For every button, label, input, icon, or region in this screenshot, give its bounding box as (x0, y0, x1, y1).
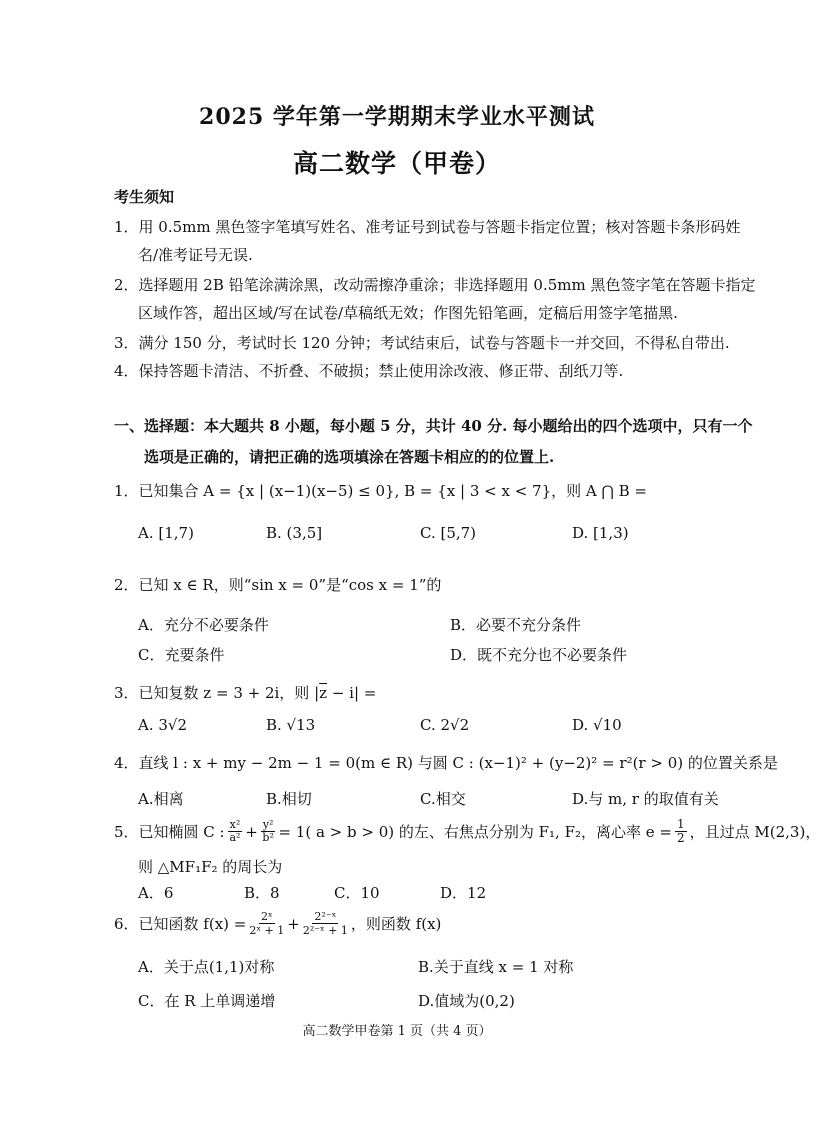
question-5-fraction-half (675, 818, 687, 845)
section-1-heading-line2: 选项是正确的，请把正确的选项填涂在答题卡相应的的位置上. (144, 448, 555, 466)
question-2-option-c: C．充要条件 (138, 646, 225, 664)
question-3-conjugate-z: $\overline{z}$ (319, 684, 328, 702)
question-5-option-b: B．8 (244, 884, 280, 902)
question-2-stem: 2．已知 x ∈ R，则“sin x = 0”是“cos x = 1”的 (114, 576, 442, 594)
question-6-stem-suffix: ，则函数 f(x) (350, 915, 442, 933)
question-5-fraction-y (261, 819, 276, 844)
question-6-plus: + (287, 914, 300, 933)
notice-item-4: 4．保持答题卡清洁、不折叠、不破损；禁止使用涂改液、修正带、刮纸刀等. (114, 362, 624, 380)
question-5-option-d: D．12 (440, 884, 487, 902)
question-1-stem: 1．已知集合 A = {x | (x−1)(x−5) ≤ 0}, B = {x | 3 < x < 7}，则 A ⋂ B = (114, 482, 647, 500)
question-6-option-d: D.值域为(0,2) (418, 992, 515, 1010)
question-3-option-d: D. √10 (572, 716, 622, 734)
question-5-option-c: C．10 (334, 884, 380, 902)
question-3-option-b: B. √13 (266, 716, 316, 734)
exam-title: 2025 学年第一学期期末学业水平测试 (199, 104, 595, 130)
notice-item-2-line1: 2．选择题用 2B 铅笔涂满涂黑，改动需擦净重涂；非选择题用 0.5mm 黑色签字笔在答题卡指定 (114, 276, 756, 294)
question-4-option-b: B.相切 (266, 790, 312, 808)
question-6-fraction-1-den: 2ˣ + 1 (249, 924, 285, 937)
question-6-stem-prefix: 6．已知函数 f(x) = (114, 915, 247, 933)
question-6-option-b: B.关于直线 x = 1 对称 (418, 958, 574, 976)
notice-item-2-line2: 区域作答，超出区域/写在试卷/草稿纸无效；作图先铅笔画，定稿后用签字笔描黑. (138, 304, 678, 322)
question-5-fraction-half-num: 1 (677, 817, 685, 831)
question-5-fraction-x-num: x² (229, 818, 241, 831)
question-6-fraction-2 (303, 910, 348, 937)
question-5-stem-mid: = 1( a > b > 0) 的左、右焦点分别为 F₁, F₂，离心率 e = (278, 823, 672, 841)
question-5-stem-suffix: ，且过点 M(2,3)， (689, 823, 820, 841)
question-1-option-b: B. (3,5] (266, 524, 323, 542)
question-6-stem (114, 910, 441, 937)
question-6-fraction-2-num: 2²⁻ˣ (314, 910, 337, 923)
question-5-stem-prefix: 5．已知椭圆 C : (114, 823, 225, 841)
question-3-stem-prefix: 3．已知复数 z = 3 + 2i，则 | (114, 684, 320, 702)
question-6-option-a: A．关于点(1,1)对称 (138, 958, 275, 976)
question-1-option-a: A. [1,7) (138, 524, 194, 542)
question-5-stem-line2: 则 △MF₁F₂ 的周长为 (138, 858, 283, 876)
question-3-stem-suffix: − i| = (327, 684, 377, 702)
section-1-heading-line1: 一、选择题：本大题共 8 小题，每小题 5 分，共计 40 分. 每小题给出的四个选项中，只有一个 (114, 417, 753, 435)
question-3-stem (114, 682, 376, 703)
question-4-option-c: C.相交 (420, 790, 466, 808)
question-6-fraction-2-den: 2²⁻ˣ + 1 (302, 924, 348, 937)
exam-subtitle: 高二数学（甲卷） (292, 149, 501, 178)
question-6-fraction-1 (249, 910, 284, 937)
question-2-option-a: A．充分不必要条件 (138, 616, 269, 634)
question-5-stem (114, 818, 820, 845)
question-5-fraction-x (228, 819, 243, 844)
question-5-fraction-half-den: 2 (677, 831, 685, 845)
question-4-option-d: D.与 m, r 的取值有关 (572, 790, 719, 808)
notice-item-1-line1: 1．用 0.5mm 黑色签字笔填写姓名、准考证号到试卷与答题卡指定位置；核对答题卡条形码姓 (114, 218, 741, 236)
question-3-option-c: C. 2√2 (420, 716, 470, 734)
question-4-stem: 4．直线 l : x + my − 2m − 1 = 0(m ∈ R) 与圆 C : (x−1)² + (y−2)² = r²(r > 0) 的位置关系是 (114, 754, 778, 772)
question-3-option-a: A. 3√2 (138, 716, 188, 734)
question-2-option-d: D．既不充分也不必要条件 (450, 646, 628, 664)
question-5-fraction-y-num: y² (262, 818, 274, 831)
question-6-option-c: C．在 R 上单调递增 (138, 992, 276, 1010)
question-4-option-a: A.相离 (138, 790, 184, 808)
question-1-option-c: C. [5,7) (420, 524, 477, 542)
question-5-option-a: A．6 (138, 884, 174, 902)
question-5-plus: + (245, 822, 258, 841)
question-1-option-d: D. [1,3) (572, 524, 629, 542)
notice-item-3: 3．满分 150 分，考试时长 120 分钟；考试结束后，试卷与答题卡一并交回，不得私自带出. (114, 334, 730, 352)
question-6-fraction-1-num: 2ˣ (260, 910, 273, 923)
question-2-option-b: B．必要不充分条件 (450, 616, 582, 634)
notice-heading: 考生须知 (114, 188, 175, 206)
question-5-fraction-x-den: a² (229, 831, 241, 844)
question-5-fraction-y-den: b² (262, 831, 274, 844)
notice-item-1-line2: 名/准考证号无误. (138, 246, 253, 264)
page-footer: 高二数学甲卷第 1 页（共 4 页） (302, 1024, 492, 1039)
